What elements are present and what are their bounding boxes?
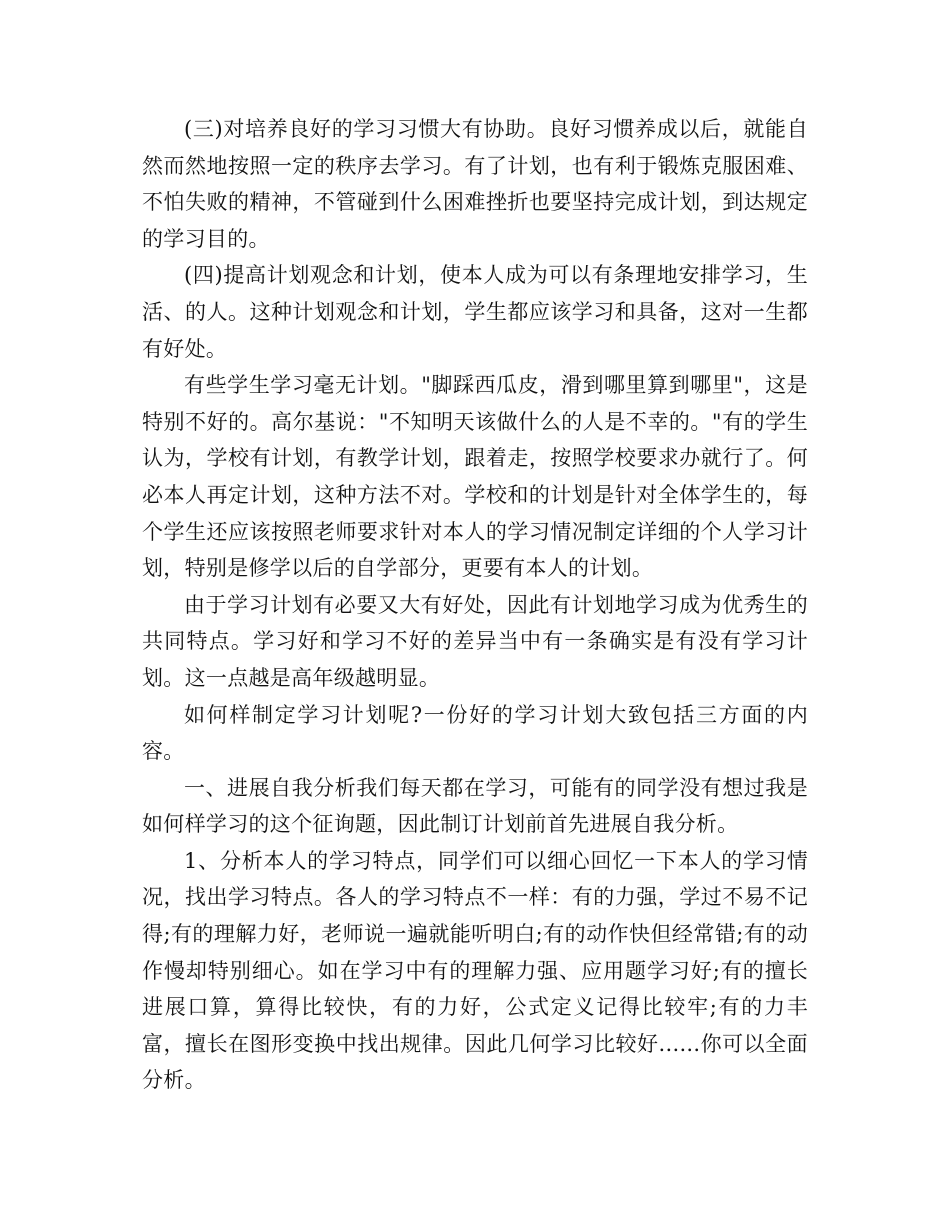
paragraph-habit: (三)对培养良好的学习习惯大有协助。良好习惯养成以后，就能自然而然地按照一定的秩序去学习。有了计划，也有利于锻炼克服困难、不怕失败的精神，不管碰到什么困难挫折也要坚持完成计划，到达规定的学习目的。 bbox=[142, 117, 808, 251]
paragraph-self-analysis: 一、进展自我分析我们每天都在学习，可能有的同学没有想过我是如何样学习的这个征询题，因此制订计划前首先进展自我分析。 bbox=[142, 775, 808, 837]
paragraph-how-to-plan: 如何样制定学习计划呢?一份好的学习计划大致包括三方面的内容。 bbox=[142, 702, 808, 764]
paragraph-planning-concept: (四)提高计划观念和计划，使本人成为可以有条理地安排学习，生活、的人。这种计划观念和计划，学生都应该学习和具备，这对一生都有好处。 bbox=[142, 263, 808, 361]
paragraph-no-plan: 有些学生学习毫无计划。"脚踩西瓜皮，滑到哪里算到哪里"，这是特别不好的。高尔基说："不知明天该做什么的人是不幸的。"有的学生认为，学校有计划，有教学计划，跟着走，按照学校要求办就行了。何必本人再定计划，这种方法不对。学校和的计划是针对全体学生的，每个学生还应该按照老师要求针对本人的学习情况制定详细的个人学习计划，特别是修学以后的自学部分，更要有本人的计划。 bbox=[142, 373, 808, 581]
document-body bbox=[142, 111, 808, 1099]
paragraph-benefits: 由于学习计划有必要又大有好处，因此有计划地学习成为优秀生的共同特点。学习好和学习不好的差异当中有一条确实是有没有学习计划。这一点越是高年级越明显。 bbox=[142, 592, 808, 690]
paragraph-learning-traits: 1、分析本人的学习特点，同学们可以细心回忆一下本人的学习情况，找出学习特点。各人的学习特点不一样：有的力强，学过不易不记得;有的理解力好，老师说一遍就能听明白;有的动作快但经常错;有的动作慢却特别细心。如在学习中有的理解力强、应用题学习好;有的擅长进展口算，算得比较快，有的力好，公式定义记得比较牢;有的力丰富，擅长在图形变换中找出规律。因此几何学习比较好......你可以全面分析。 bbox=[142, 848, 808, 1093]
